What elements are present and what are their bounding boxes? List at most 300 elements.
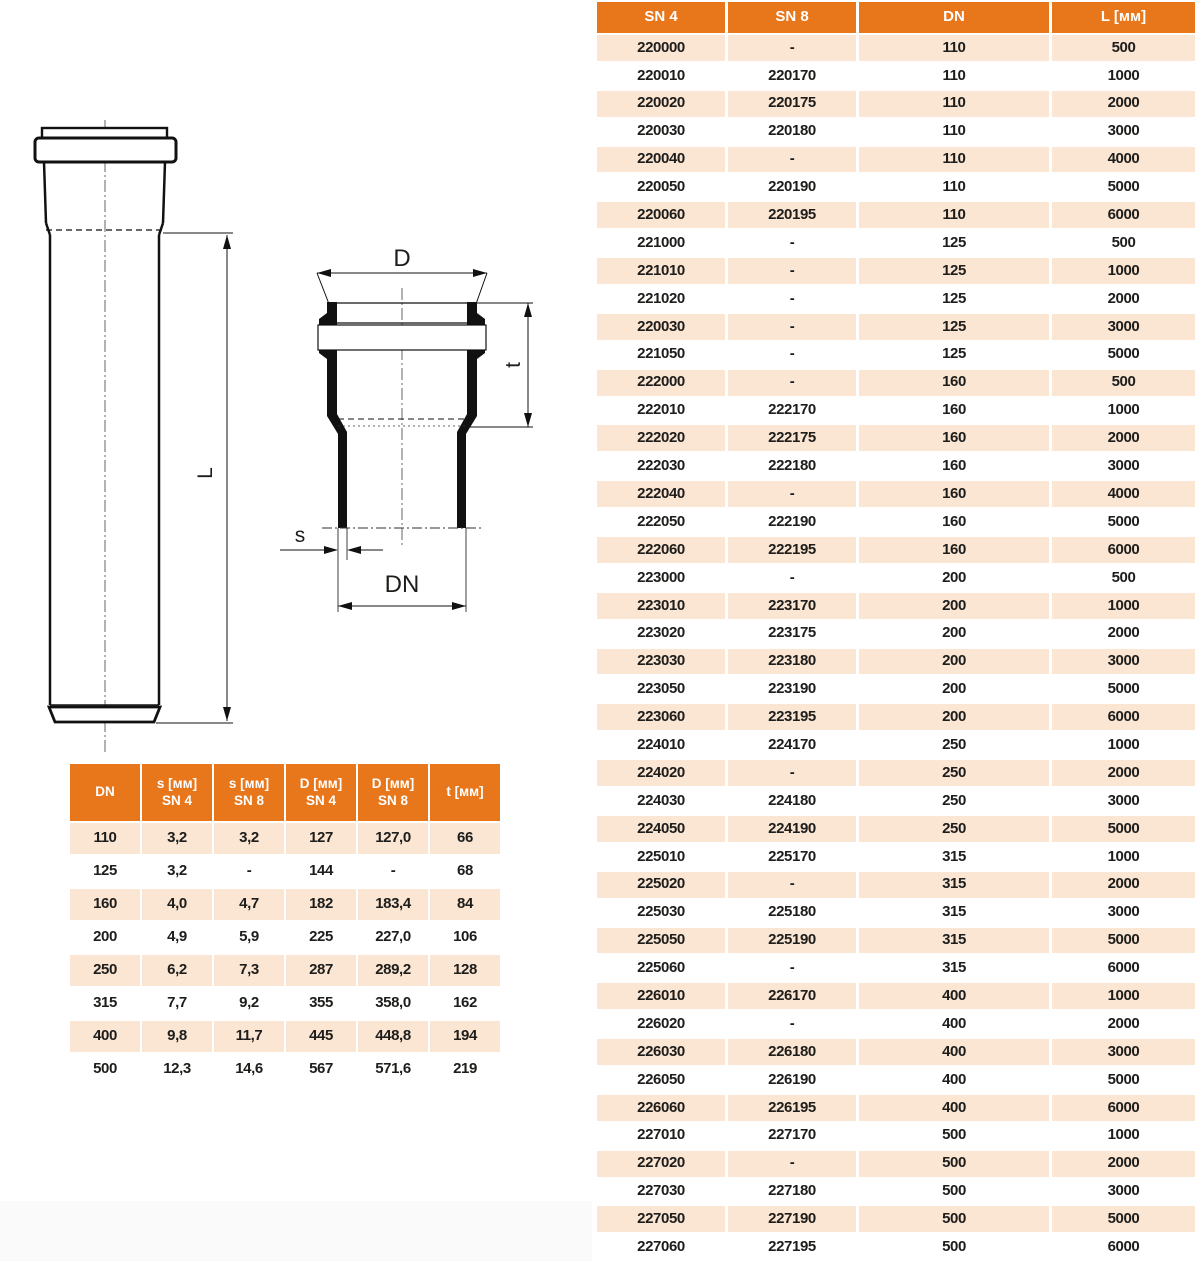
column-header-line: SN 4 [161, 792, 192, 808]
table-cell: 223020 [597, 621, 725, 647]
table-row [597, 872, 1195, 898]
column-header [142, 764, 212, 821]
arrowhead-icon [473, 269, 487, 277]
table-row [597, 35, 1195, 61]
pipe-side-view-drawing [20, 105, 240, 765]
table-row [597, 286, 1195, 312]
table-cell: 220020 [597, 91, 725, 117]
table-cell: 1000 [1052, 983, 1195, 1009]
column-header-line: L [мм] [1100, 8, 1147, 26]
table-cell: 400 [859, 1067, 1049, 1093]
dimension-label-DN: DN [384, 571, 420, 598]
table-cell: 445 [286, 1021, 356, 1052]
table-cell: 4,0 [142, 889, 212, 920]
table-row [597, 704, 1195, 730]
table-cell: - [728, 481, 856, 507]
column-header [597, 2, 725, 33]
table-cell: 6000 [1052, 537, 1195, 563]
table-cell: 315 [859, 872, 1049, 898]
table-cell: - [728, 314, 856, 340]
table-cell: 222060 [597, 537, 725, 563]
table-cell: 3000 [1052, 119, 1195, 145]
table-cell: 2000 [1052, 760, 1195, 786]
table-cell: 222040 [597, 481, 725, 507]
table-cell: 2000 [1052, 425, 1195, 451]
column-header-line: SN 4 [305, 792, 336, 808]
table-cell: 226050 [597, 1067, 725, 1093]
table-cell: 400 [859, 1011, 1049, 1037]
table-cell: 224170 [728, 732, 856, 758]
table-cell: 3000 [1052, 453, 1195, 479]
table-cell: 224030 [597, 788, 725, 814]
table-cell: 160 [859, 398, 1049, 424]
table-row [597, 816, 1195, 842]
table-cell: 250 [859, 788, 1049, 814]
table-row [597, 453, 1195, 479]
table-cell: 5000 [1052, 1067, 1195, 1093]
table-cell: 225050 [597, 928, 725, 954]
column-header [430, 764, 500, 821]
table-cell: 3,2 [142, 823, 212, 854]
table-row [597, 258, 1195, 284]
table-cell: 200 [859, 565, 1049, 591]
table-row [597, 1234, 1195, 1260]
table-cell: - [728, 955, 856, 981]
table-cell: 9,2 [214, 988, 284, 1019]
table-cell: 222190 [728, 509, 856, 535]
table-cell: 223180 [728, 649, 856, 675]
table-cell: 219 [430, 1054, 500, 1085]
table-cell: 6000 [1052, 955, 1195, 981]
table-cell: 84 [430, 889, 500, 920]
table-cell: 225010 [597, 844, 725, 870]
table-cell: 223190 [728, 676, 856, 702]
column-header [728, 2, 856, 33]
table-cell: 500 [859, 1206, 1049, 1232]
table-row [70, 955, 500, 986]
table-cell: 222050 [597, 509, 725, 535]
table-cell: 1000 [1052, 593, 1195, 619]
table-cell: 500 [1052, 35, 1195, 61]
table-row [597, 1123, 1195, 1149]
table-row [597, 537, 1195, 563]
table-cell: 222020 [597, 425, 725, 451]
table-cell: 223060 [597, 704, 725, 730]
table-cell: 289,2 [358, 955, 428, 986]
table-row [597, 955, 1195, 981]
table-cell: 182 [286, 889, 356, 920]
table-row [597, 398, 1195, 424]
table-row [597, 593, 1195, 619]
table-cell: 200 [859, 621, 1049, 647]
table-cell: 3000 [1052, 649, 1195, 675]
table-row [597, 91, 1195, 117]
column-header [70, 764, 140, 821]
table-cell: 227020 [597, 1151, 725, 1177]
gasket-groove [318, 325, 486, 350]
table-cell: 7,3 [214, 955, 284, 986]
dimension-extension-line [338, 528, 466, 612]
table-cell: - [728, 342, 856, 368]
table-cell: 250 [859, 760, 1049, 786]
table-row [597, 621, 1195, 647]
table-row [597, 63, 1195, 89]
table-cell: 225060 [597, 955, 725, 981]
table-cell: 1000 [1052, 732, 1195, 758]
table-cell: 6,2 [142, 955, 212, 986]
table-cell: 226170 [728, 983, 856, 1009]
table-cell: 224180 [728, 788, 856, 814]
table-cell: 227030 [597, 1179, 725, 1205]
table-cell: 220180 [728, 119, 856, 145]
dimension-label-t: t [502, 362, 525, 368]
bottom-strip [0, 1201, 592, 1261]
table-cell: 1000 [1052, 844, 1195, 870]
table-row [597, 649, 1195, 675]
table-cell: 3,2 [214, 823, 284, 854]
table-cell: 224050 [597, 816, 725, 842]
table-cell: - [214, 856, 284, 887]
column-header [859, 2, 1049, 33]
table-cell: 223030 [597, 649, 725, 675]
table-row [597, 1179, 1195, 1205]
table-cell: 5,9 [214, 922, 284, 953]
table-row [597, 1151, 1195, 1177]
table-cell: 220000 [597, 35, 725, 61]
table-cell: 220010 [597, 63, 725, 89]
table-cell: 222010 [597, 398, 725, 424]
table-cell: - [728, 1151, 856, 1177]
table-cell: 250 [70, 955, 140, 986]
table-cell: 400 [859, 1095, 1049, 1121]
table-cell: 223170 [728, 593, 856, 619]
table-cell: 3000 [1052, 900, 1195, 926]
table-cell: 4,7 [214, 889, 284, 920]
table-cell: 160 [859, 537, 1049, 563]
table-cell: 183,4 [358, 889, 428, 920]
table-cell: 222170 [728, 398, 856, 424]
table-cell: 226195 [728, 1095, 856, 1121]
table-cell: 110 [859, 35, 1049, 61]
table-header-row [597, 2, 1195, 33]
table-cell: 1000 [1052, 398, 1195, 424]
table-cell: 220175 [728, 91, 856, 117]
table-cell: 355 [286, 988, 356, 1019]
arrowhead-icon [347, 546, 361, 554]
table-cell: 110 [859, 63, 1049, 89]
table-cell: 358,0 [358, 988, 428, 1019]
table-cell: 3,2 [142, 856, 212, 887]
table-cell: - [728, 872, 856, 898]
table-cell: 162 [430, 988, 500, 1019]
socket-section-drawing [270, 240, 560, 620]
table-cell: 222175 [728, 425, 856, 451]
table-cell: 225 [286, 922, 356, 953]
dimension-extension-line [338, 528, 347, 560]
table-cell: 160 [859, 453, 1049, 479]
table-cell: 110 [859, 147, 1049, 173]
arrowhead-icon [524, 303, 532, 317]
table-cell: 125 [859, 230, 1049, 256]
table-row [597, 202, 1195, 228]
table-row [597, 565, 1195, 591]
table-row [70, 1054, 500, 1085]
table-cell: - [728, 286, 856, 312]
table-cell: 1000 [1052, 1123, 1195, 1149]
table-cell: 315 [859, 844, 1049, 870]
socket-taper [46, 223, 163, 235]
table-cell: 500 [1052, 230, 1195, 256]
table-cell: 226020 [597, 1011, 725, 1037]
table-cell: - [728, 258, 856, 284]
column-header-line: t [мм] [446, 784, 484, 800]
table-row [597, 760, 1195, 786]
table-cell: 110 [859, 91, 1049, 117]
table-cell: 567 [286, 1054, 356, 1085]
gasket-collar [35, 138, 176, 162]
table-row [597, 481, 1195, 507]
table-cell: 221020 [597, 286, 725, 312]
table-row [597, 732, 1195, 758]
table-row [597, 509, 1195, 535]
table-row [597, 676, 1195, 702]
table-cell: 5000 [1052, 928, 1195, 954]
table-cell: 127,0 [358, 823, 428, 854]
table-cell: 4000 [1052, 147, 1195, 173]
table-cell: 194 [430, 1021, 500, 1052]
table-row [597, 1039, 1195, 1065]
table-cell: 3000 [1052, 1039, 1195, 1065]
table-cell: 225190 [728, 928, 856, 954]
table-cell: 500 [859, 1123, 1049, 1149]
table-cell: 125 [859, 342, 1049, 368]
arrowhead-icon [452, 602, 466, 610]
column-header [214, 764, 284, 821]
table-cell: 226190 [728, 1067, 856, 1093]
table-cell: 500 [70, 1054, 140, 1085]
table-cell: 227,0 [358, 922, 428, 953]
table-cell: 160 [859, 370, 1049, 396]
table-cell: 160 [70, 889, 140, 920]
table-cell: 220190 [728, 174, 856, 200]
table-cell: 223010 [597, 593, 725, 619]
table-cell: 500 [1052, 565, 1195, 591]
table-cell: 500 [859, 1179, 1049, 1205]
column-header [286, 764, 356, 821]
table-cell: 227010 [597, 1123, 725, 1149]
table-cell: 222180 [728, 453, 856, 479]
table-cell: 223050 [597, 676, 725, 702]
table-cell: 220030 [597, 314, 725, 340]
table-cell: 315 [859, 928, 1049, 954]
table-cell: 225170 [728, 844, 856, 870]
table-cell: 125 [70, 856, 140, 887]
table-cell: 66 [430, 823, 500, 854]
table-row [597, 314, 1195, 340]
table-cell: 3000 [1052, 1179, 1195, 1205]
table-cell: 200 [70, 922, 140, 953]
table-row [70, 889, 500, 920]
table-cell: - [728, 230, 856, 256]
table-cell: 222030 [597, 453, 725, 479]
table-cell: 448,8 [358, 1021, 428, 1052]
table-cell: 1000 [1052, 63, 1195, 89]
table-cell: 127 [286, 823, 356, 854]
column-header-line: D [мм] [299, 776, 343, 792]
table-header-row [70, 764, 500, 821]
column-header-line: s [мм] [156, 776, 198, 792]
table-cell: 226030 [597, 1039, 725, 1065]
table-cell: - [728, 370, 856, 396]
table-cell: 220040 [597, 147, 725, 173]
table-cell: 6000 [1052, 704, 1195, 730]
table-cell: 226060 [597, 1095, 725, 1121]
table-cell: 223195 [728, 704, 856, 730]
table-cell: 224020 [597, 760, 725, 786]
table-cell: 315 [859, 900, 1049, 926]
table-cell: 128 [430, 955, 500, 986]
table-cell: 2000 [1052, 91, 1195, 117]
table-cell: 5000 [1052, 174, 1195, 200]
table-cell: 5000 [1052, 816, 1195, 842]
column-header-line: DN [95, 784, 115, 800]
table-cell: 125 [859, 314, 1049, 340]
table-cell: 200 [859, 649, 1049, 675]
table-cell: 6000 [1052, 1095, 1195, 1121]
table-cell: - [728, 1011, 856, 1037]
table-cell: - [728, 565, 856, 591]
table-row [597, 844, 1195, 870]
table-cell: 125 [859, 258, 1049, 284]
table-row [70, 1021, 500, 1052]
table-cell: 200 [859, 704, 1049, 730]
table-row [597, 983, 1195, 1009]
spigot-bevel [49, 707, 160, 722]
table-cell: 315 [859, 955, 1049, 981]
table-cell: 223175 [728, 621, 856, 647]
table-cell: 7,7 [142, 988, 212, 1019]
table-cell: 221010 [597, 258, 725, 284]
column-header-line: D [мм] [371, 776, 415, 792]
table-cell: 227170 [728, 1123, 856, 1149]
table-row [597, 900, 1195, 926]
table-cell: 11,7 [214, 1021, 284, 1052]
table-cell: 226180 [728, 1039, 856, 1065]
table-cell: 315 [70, 988, 140, 1019]
table-cell: 227190 [728, 1206, 856, 1232]
table-cell: 221000 [597, 230, 725, 256]
table-cell: 5000 [1052, 342, 1195, 368]
table-row [597, 1095, 1195, 1121]
table-cell: 223000 [597, 565, 725, 591]
table-cell: 227060 [597, 1234, 725, 1260]
table-cell: 221050 [597, 342, 725, 368]
table-cell: 5000 [1052, 509, 1195, 535]
table-cell: 222000 [597, 370, 725, 396]
column-header-line: SN 8 [233, 792, 264, 808]
table-cell: 220030 [597, 119, 725, 145]
arrowhead-icon [324, 546, 338, 554]
table-cell: 400 [859, 1039, 1049, 1065]
table-cell: 14,6 [214, 1054, 284, 1085]
column-header-line: s [мм] [228, 776, 270, 792]
socket-body [44, 162, 165, 223]
table-cell: - [728, 760, 856, 786]
table-cell: 500 [1052, 370, 1195, 396]
table-cell: 106 [430, 922, 500, 953]
table-cell: 224010 [597, 732, 725, 758]
table-row [597, 230, 1195, 256]
column-header-line: DN [943, 8, 965, 26]
column-header-line: SN 8 [377, 792, 408, 808]
table-cell: 160 [859, 481, 1049, 507]
table-row [70, 856, 500, 887]
table-cell: 200 [859, 676, 1049, 702]
arrowhead-icon [524, 413, 532, 427]
table-cell: 225030 [597, 900, 725, 926]
table-cell: 110 [70, 823, 140, 854]
table-cell: 500 [859, 1234, 1049, 1260]
table-cell: 225020 [597, 872, 725, 898]
table-cell: 125 [859, 286, 1049, 312]
table-row [597, 342, 1195, 368]
column-header [358, 764, 428, 821]
column-header-line: SN 4 [644, 8, 678, 26]
table-cell: 571,6 [358, 1054, 428, 1085]
table-cell: 2000 [1052, 286, 1195, 312]
table-cell: 220050 [597, 174, 725, 200]
arrowhead-icon [223, 707, 231, 721]
table-cell: 227180 [728, 1179, 856, 1205]
table-cell: 222195 [728, 537, 856, 563]
table-cell: 220060 [597, 202, 725, 228]
table-cell: 400 [70, 1021, 140, 1052]
table-cell: 144 [286, 856, 356, 887]
pipe-article-numbers-table [597, 2, 1195, 1260]
table-row [597, 147, 1195, 173]
table-cell: 2000 [1052, 872, 1195, 898]
dimension-label-D: D [393, 245, 411, 272]
table-cell: 6000 [1052, 202, 1195, 228]
table-cell: - [358, 856, 428, 887]
table-cell: 2000 [1052, 1151, 1195, 1177]
arrowhead-icon [223, 235, 231, 249]
table-cell: 4000 [1052, 481, 1195, 507]
table-cell: 250 [859, 732, 1049, 758]
table-cell: 227195 [728, 1234, 856, 1260]
table-cell: 110 [859, 202, 1049, 228]
table-row [70, 922, 500, 953]
table-cell: 3000 [1052, 314, 1195, 340]
table-row [597, 174, 1195, 200]
table-row [70, 988, 500, 1019]
arrowhead-icon [317, 269, 331, 277]
table-row [597, 1067, 1195, 1093]
table-cell: 110 [859, 174, 1049, 200]
table-cell: 1000 [1052, 258, 1195, 284]
table-cell: 220170 [728, 63, 856, 89]
table-row [597, 119, 1195, 145]
table-row [597, 788, 1195, 814]
table-cell: 220195 [728, 202, 856, 228]
pipe-body [50, 235, 159, 705]
table-cell: 227050 [597, 1206, 725, 1232]
table-row [597, 370, 1195, 396]
table-cell: 287 [286, 955, 356, 986]
table-cell: 5000 [1052, 676, 1195, 702]
table-cell: 160 [859, 425, 1049, 451]
table-cell: 2000 [1052, 1011, 1195, 1037]
